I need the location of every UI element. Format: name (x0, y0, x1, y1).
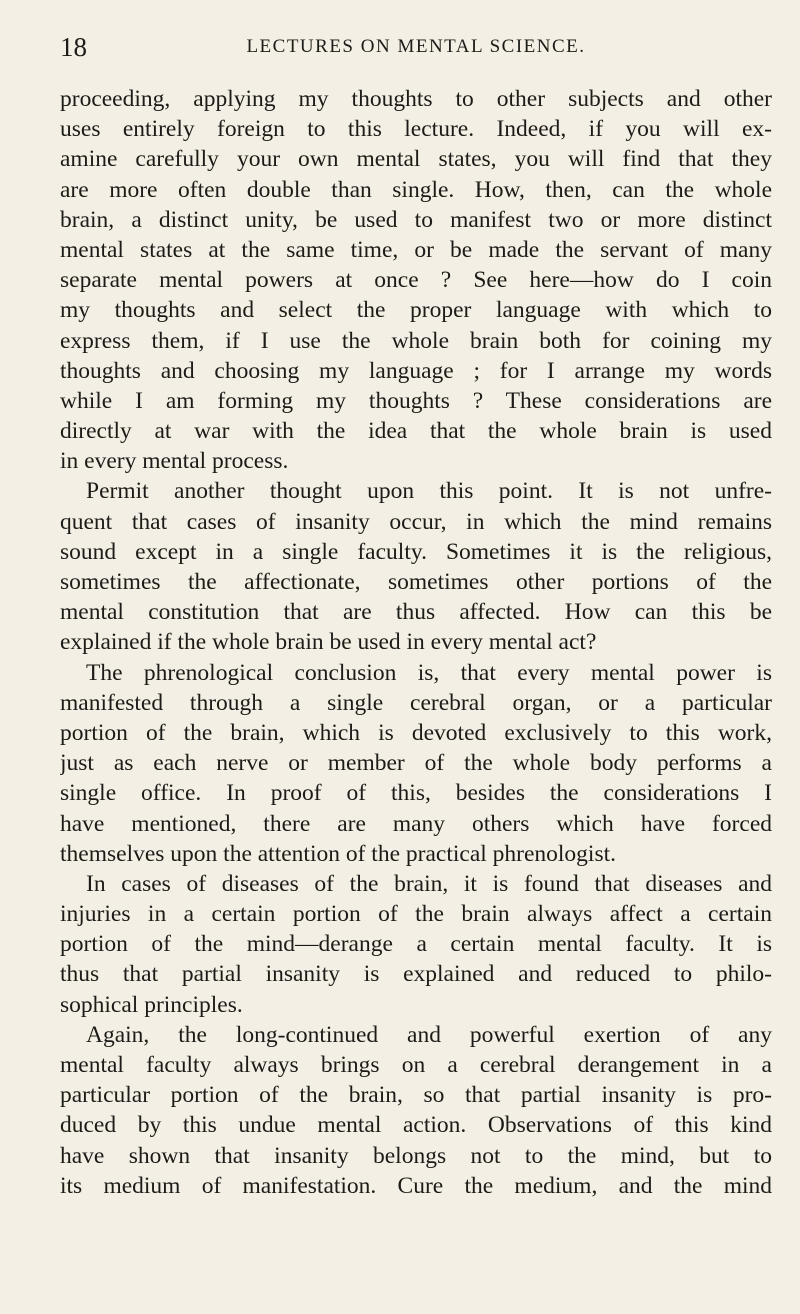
text-line: brain, a distinct unity, be used to manifest two or more distinct (60, 206, 772, 233)
text-line: its medium of manifestation. Cure the medium, and the mind (60, 1172, 772, 1199)
text-line: while I am forming my thoughts ? These considerations are (60, 387, 772, 414)
running-head (60, 30, 772, 64)
text-line: mental faculty always brings on a cerebral derangement in a (60, 1052, 772, 1078)
text-line: sound except in a single faculty. Sometimes it is the religious, (60, 538, 772, 565)
text-line: are more often double than single. How, then, can the whole (60, 176, 772, 203)
text-line: portion of the brain, which is devoted exclusively to this work, (60, 719, 772, 746)
text-line: quent that cases of insanity occur, in which the mind remains (60, 508, 772, 535)
text-line: injuries in a certain portion of the brain always affect a certain (60, 901, 772, 928)
text-line: separate mental powers at once ? See here—how do I coin (60, 267, 772, 294)
text-line: manifested through a single cerebral organ, or a particular (60, 689, 772, 716)
text-line: have shown that insanity belongs not to the mind, but to (60, 1142, 772, 1169)
text-line: have mentioned, there are many others which have forced (60, 810, 772, 837)
text-line: my thoughts and select the proper language with which to (60, 297, 772, 324)
text-line: In cases of diseases of the brain, it is found that diseases and (86, 870, 772, 897)
text-line: particular portion of the brain, so that partial insanity is pro- (60, 1082, 772, 1109)
text-line: duced by this undue mental action. Observations of this kind (60, 1112, 772, 1139)
text-line: express them, if I use the whole brain both for coining my (60, 327, 772, 354)
body-text (60, 84, 772, 1201)
page-number: 18 (60, 32, 87, 62)
text-line: mental states at the same time, or be made the servant of many (60, 236, 772, 263)
text-line: sometimes the affectionate, sometimes other portions of the (60, 569, 772, 595)
text-line: Permit another thought upon this point. It is not unfre- (86, 478, 772, 505)
text-line: proceeding, applying my thoughts to other subjects and other (60, 86, 772, 112)
text-line: in every mental process. (60, 448, 289, 475)
text-line: thoughts and choosing my language ; for I arrange my words (60, 357, 772, 384)
text-line: The phrenological conclusion is, that every mental power is (86, 659, 772, 686)
text-line: sophical principles. (60, 991, 243, 1018)
text-line: themselves upon the attention of the practical phrenologist. (60, 840, 617, 867)
text-line: Again, the long-continued and powerful exertion of any (86, 1021, 772, 1048)
text-line: mental constitution that are thus affected. How can this be (60, 599, 772, 626)
running-title: LECTURES ON MENTAL SCIENCE. (246, 36, 586, 57)
text-line: amine carefully your own mental states, you will find that they (60, 146, 772, 173)
text-line: just as each nerve or member of the whole body performs a (60, 750, 772, 777)
text-line: portion of the mind—derange a certain mental faculty. It is (60, 931, 772, 958)
text-line: directly at war with the idea that the whole brain is used (60, 418, 772, 445)
text-line: single office. In proof of this, besides the considerations I (60, 780, 772, 807)
text-line: explained if the whole brain be used in every mental act? (60, 629, 597, 656)
text-line: thus that partial insanity is explained and reduced to philo- (60, 961, 772, 988)
text-line: uses entirely foreign to this lecture. Indeed, if you will ex- (60, 116, 772, 143)
